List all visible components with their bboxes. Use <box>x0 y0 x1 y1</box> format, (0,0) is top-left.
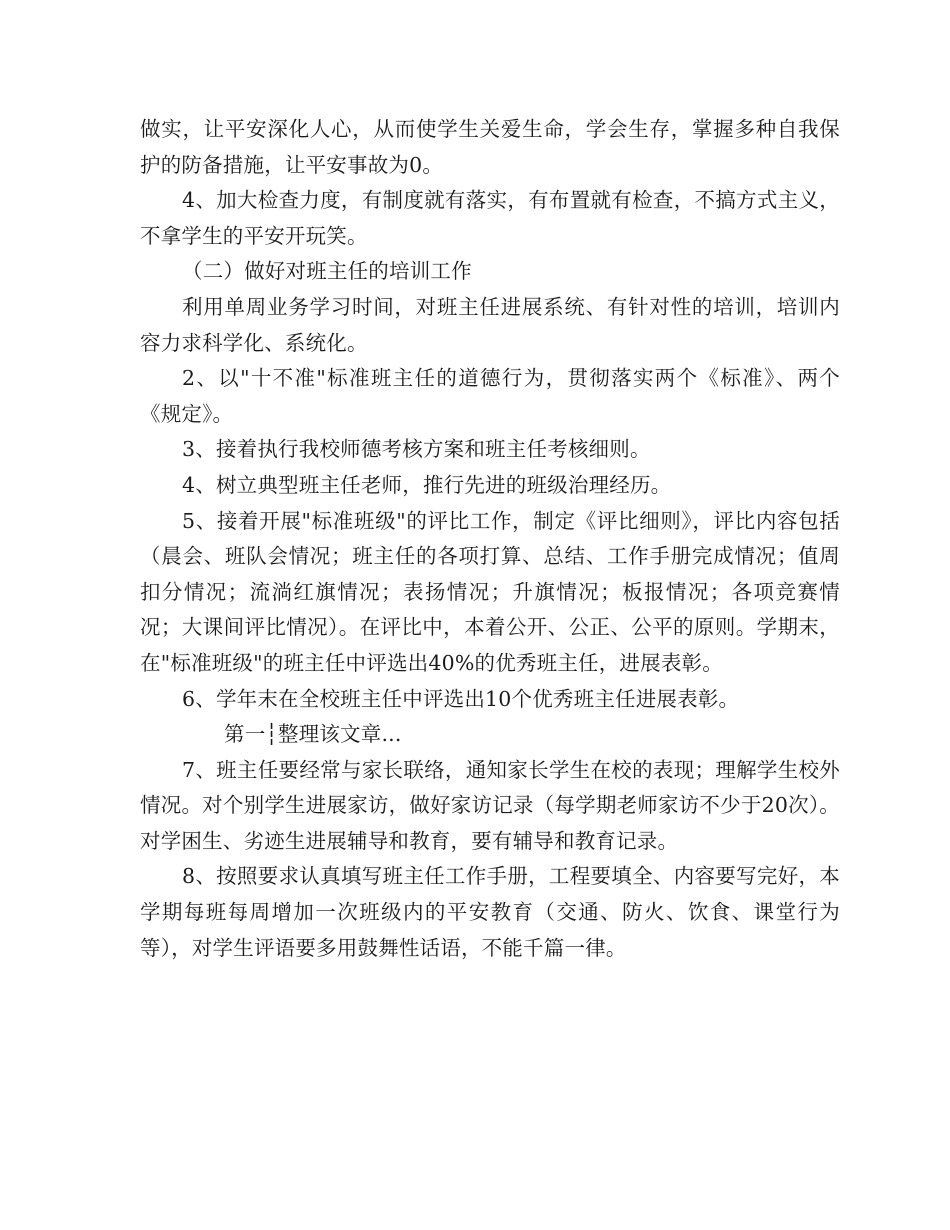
paragraph-item-8: 8、按照要求认真填写班主任工作手册，工程要填全、内容要写完好，本学期每班每周增加一次班级内的平安教育（交通、防火、饮食、课堂行为等），对学生评语要多用鼓舞性话语，不能千篇一律。 <box>140 864 840 960</box>
paragraph-item-6: 6、学年末在全校班主任中评选出10个优秀班主任进展表彰。 <box>182 686 740 711</box>
paragraph-continuation: 做实，让平安深化人心，从而使学生关爱生命，学会生存，掌握多种自我保护的防备措施，让平安事故为0。 <box>140 117 840 177</box>
paragraph-item-2: 2、以"十不准"标准班主任的道德行为，贯彻落实两个《标准》、两个《规定》。 <box>140 366 840 426</box>
paragraph-training-intro: 利用单周业务学习时间，对班主任进展系统、有针对性的培训，培训内容力求科学化、系统化。 <box>140 294 840 355</box>
paragraph-item-5: 5、接着开展"标准班级"的评比工作，制定《评比细则》，评比内容包括（晨会、班队会情况；班主任的各项打算、总结、工作手册完成情况；值周扣分情况；流淌红旗情况；表扬情况；升旗情况；板报情况；各项竞赛情况；大课间评比情况）。在评比中，本着公开、公正、公平的原则。学期末，在"标准班级"的班主任中评选出40%的优秀班主任，进展表彰。 <box>140 508 840 675</box>
paragraph-item-7: 7、班主任要经常与家长联络，通知家长学生在校的表现；理解学生校外情况。对个别学生进展家访，做好家访记录（每学期老师家访不少于20次）。对学困生、劣迹生进展辅导和教育，要有辅导和教育记录。 <box>140 757 840 853</box>
paragraph-item-4: 4、树立典型班主任老师，推行先进的班级治理经历。 <box>182 472 672 497</box>
paragraph-item-4-inspection: 4、加大检查力度，有制度就有落实，有布置就有检查，不搞方式主义，不拿学生的平安开玩笑。 <box>140 188 840 248</box>
inline-note: 第一┆整理该文章... <box>224 722 402 747</box>
document-page <box>140 112 840 966</box>
paragraph-item-3: 3、接着执行我校师德考核方案和班主任考核细则。 <box>182 437 651 462</box>
section-heading: （二）做好对班主任的培训工作 <box>182 259 472 284</box>
